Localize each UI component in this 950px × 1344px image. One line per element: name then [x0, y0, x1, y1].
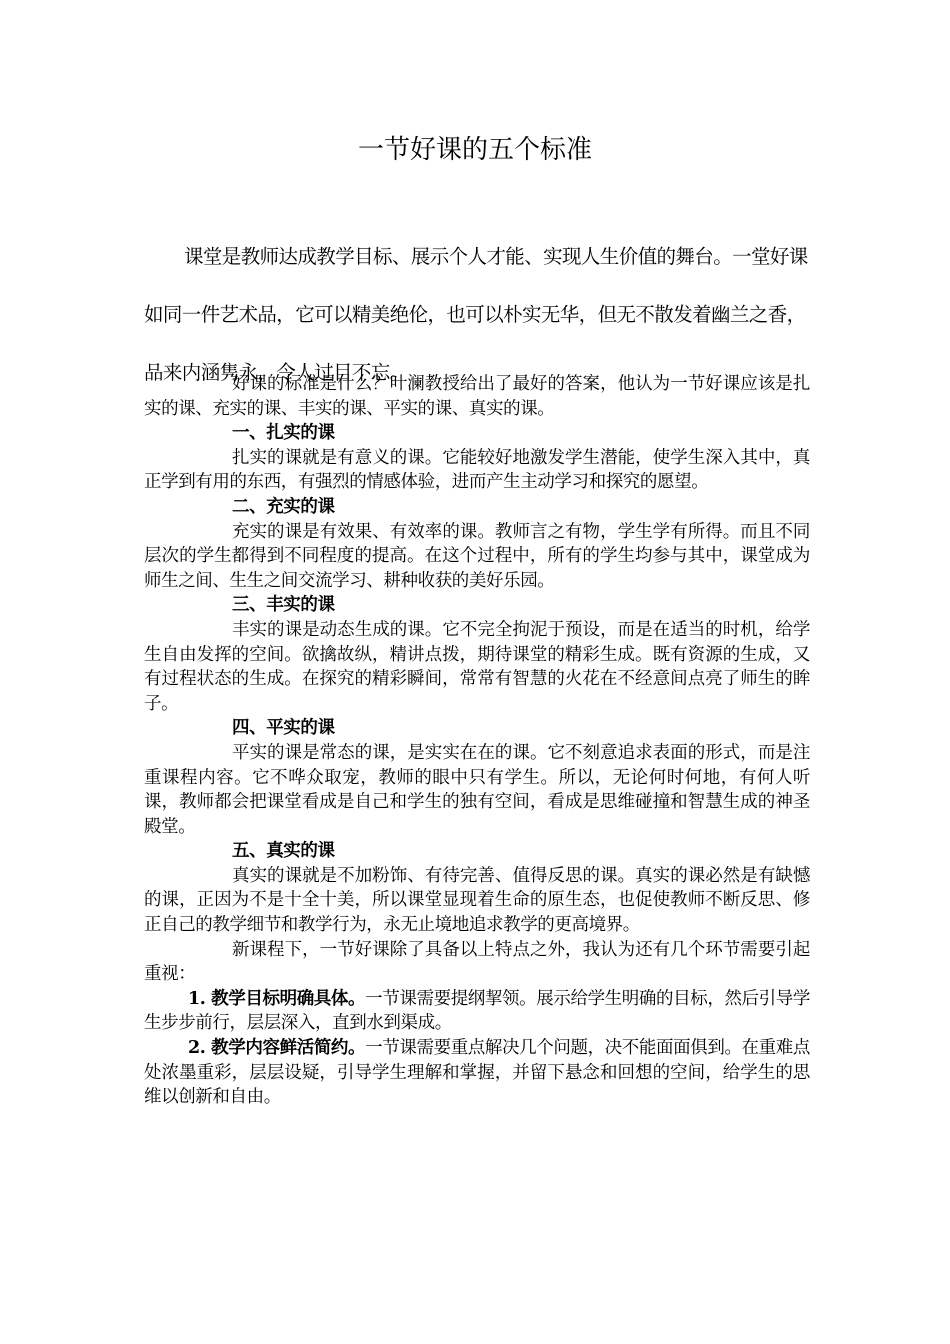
section-heading: 二、充实的课: [232, 496, 335, 517]
point-text: 一节课需要提纲挈领。展示给学生明确的目标，然后引导学生步步前行，层层深入，直到水到渠成。: [144, 988, 810, 1034]
point-lead: 2. 教学内容鲜活简约。: [188, 1038, 366, 1059]
section-heading: 一、扎实的课: [232, 423, 335, 444]
section-text: 充实的课是有效果、有效率的课。教师言之有物，学生学有所得。而且不同层次的学生都得到不同程度的提高。在这个过程中，所有的学生均参与其中，课堂成为师生之间、生生之间交流学习、耕种收获的美好乐园。: [144, 521, 810, 591]
section-heading: 五、真实的课: [232, 841, 335, 862]
intro-paragraph: 课堂是教师达成教学目标、展示个人才能、实现人生价值的舞台。一堂好课如同一件艺术品，它可以精美绝伦，也可以朴实无华，但无不散发着幽兰之香，品来内涵隽永，令人过目不忘。: [144, 245, 808, 384]
document-body: [144, 372, 810, 1110]
section-text: 平实的课是常态的课，是实实在在的课。它不刻意追求表面的形式，而是注重课程内容。它不哗众取宠，教师的眼中只有学生。所以，无论何时何地，有何人听课，教师都会把课堂看成是自己和学生的独有空间，看成是思维碰撞和智慧生成的神圣殿堂。: [144, 742, 810, 837]
point-lead: 1. 教学目标明确具体。: [188, 988, 366, 1009]
section-heading: 四、平实的课: [232, 718, 335, 739]
body-paragraph: 好课的标准是什么？叶澜教授给出了最好的答案，他认为一节好课应该是扎实的课、充实的课、丰实的课、平实的课、真实的课。: [144, 374, 810, 419]
section-text: 真实的课就是不加粉饰、有待完善、值得反思的课。真实的课必然是有缺憾的课，正因为不是十全十美，所以课堂显现着生命的原生态，也促使教师不断反思、修正自己的教学细节和教学行为，永无止境地追求教学的更高境界。: [144, 865, 810, 936]
numbered-point: [144, 987, 810, 1036]
section-text: 扎实的课就是有意义的课。它能较好地激发学生潜能，使学生深入其中，真正学到有用的东西，有强烈的情感体验，进而产生主动学习和探究的愿望。: [144, 447, 810, 493]
numbered-point: [144, 1036, 810, 1110]
section-heading: 三、丰实的课: [232, 595, 335, 616]
document-title: 一节好课的五个标准: [357, 135, 592, 165]
body-paragraph: 新课程下，一节好课除了具备以上特点之外，我认为还有几个环节需要引起重视：: [144, 939, 810, 985]
section-text: 丰实的课是动态生成的课。它不完全拘泥于预设，而是在适当的时机，给学生自由发挥的空间。欲擒故纵，精讲点拨，期待课堂的精彩生成。既有资源的生成，又有过程状态的生成。在探究的精彩瞬间，常常有智慧的火花在不经意间点亮了师生的眸子。: [144, 619, 810, 714]
point-text: 一节课需要重点解决几个问题，决不能面面俱到。在重难点处浓墨重彩，层层设疑，引导学生理解和掌握，并留下悬念和回想的空间，给学生的思维以创新和自由。: [144, 1038, 810, 1108]
